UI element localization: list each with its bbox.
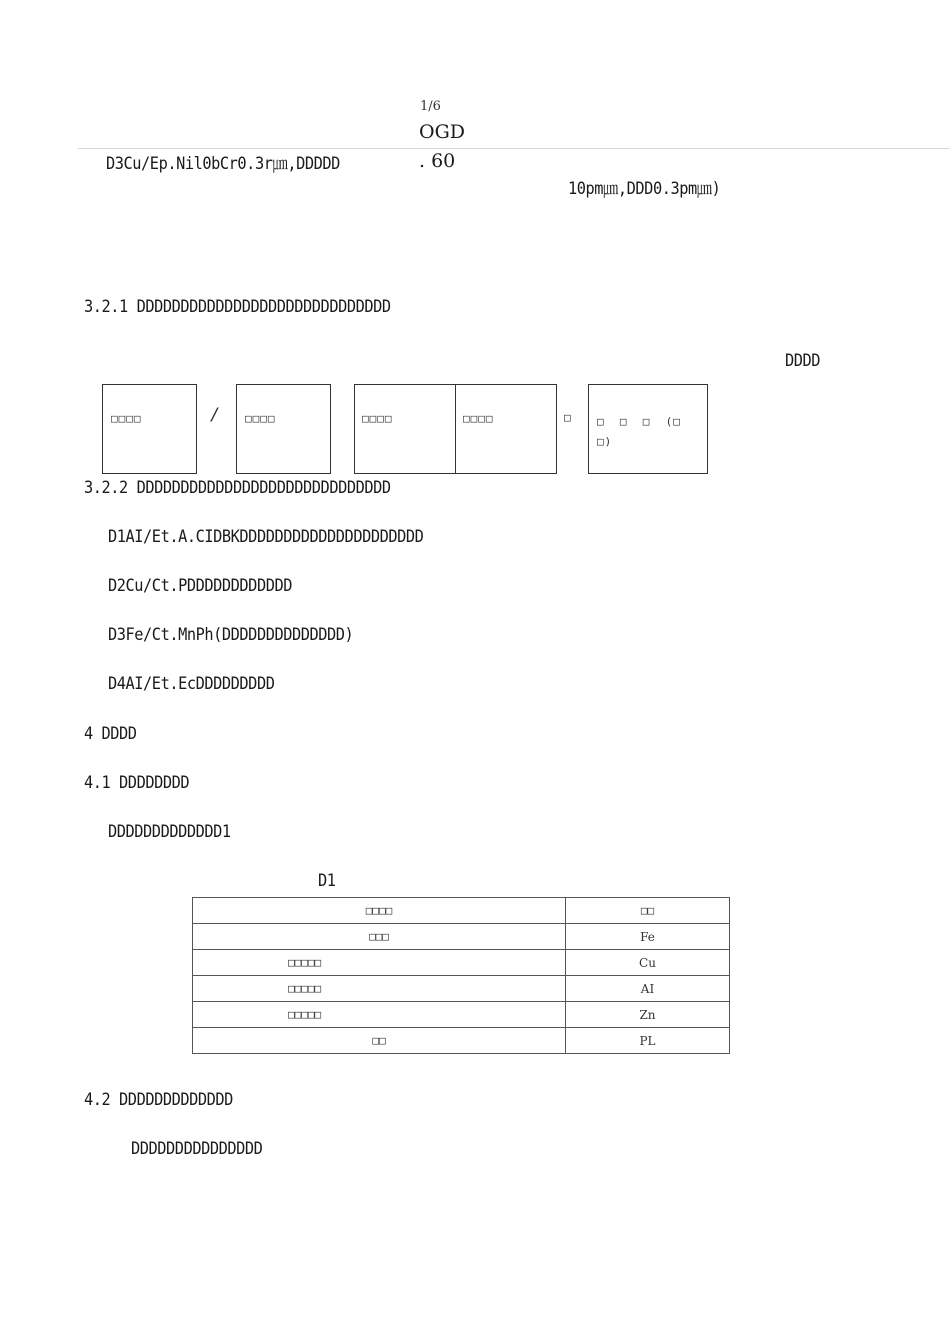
table-cell: Fe: [566, 924, 730, 950]
diagram-box-4-label: □□□□: [463, 412, 494, 425]
table-cell: PL: [566, 1028, 730, 1054]
data-table: [192, 897, 730, 1054]
header-right-text: 10pm㎛,DDD0.3pm㎛): [568, 179, 721, 199]
list-item: D4AI/Et.EcDDDDDDDDD: [108, 674, 275, 694]
section-3-2-2-heading: 3.2.2 DDDDDDDDDDDDDDDDDDDDDDDDDDDDD: [84, 478, 391, 498]
table-cell: □□□□□: [193, 976, 566, 1002]
list-item: D2Cu/Ct.PDDDDDDDDDDDD: [108, 576, 292, 596]
diagram-box-1-label: □□□□: [111, 412, 142, 425]
table-title: D1: [318, 871, 336, 891]
section-3-2-1-heading: 3.2.1 DDDDDDDDDDDDDDDDDDDDDDDDDDDDD: [84, 297, 391, 317]
table-cell: □□□: [193, 924, 566, 950]
diagram-box-3-label: □□□□: [362, 412, 393, 425]
section-3-2-1-right-label: DDDD: [785, 351, 821, 371]
list-item: D3Fe/Ct.MnPh(DDDDDDDDDDDDDD): [108, 625, 354, 645]
page-indicator: 1/6: [420, 99, 441, 114]
table-row: [193, 976, 730, 1002]
table-row: [193, 1028, 730, 1054]
code-line-1: OGD: [419, 121, 465, 143]
section-4-1-heading: 4.1 DDDDDDDD: [84, 773, 190, 793]
table-row: [193, 924, 730, 950]
table-row: [193, 898, 730, 924]
table-cell: □□: [193, 1028, 566, 1054]
header-left-text: D3Cu/Ep.Nil0bCr0.3r㎛,DDDDD: [106, 154, 340, 174]
diagram-box-2: [236, 384, 331, 474]
table-cell: □□□□□: [193, 950, 566, 976]
table-row: [193, 950, 730, 976]
diagram-box-2-label: □□□□: [245, 412, 276, 425]
diagram-separator: □: [564, 411, 571, 424]
diagram-box-3: [354, 384, 557, 474]
section-4-2-paragraph: DDDDDDDDDDDDDDD: [131, 1139, 263, 1159]
table-cell: Cu: [566, 950, 730, 976]
diagram-box-1: [102, 384, 197, 474]
diagram-box-5: [588, 384, 708, 474]
section-4-2-heading: 4.2 DDDDDDDDDDDDD: [84, 1090, 233, 1110]
section-4-heading: 4 DDDD: [84, 724, 137, 744]
list-item: D1AI/Et.A.CIDBKDDDDDDDDDDDDDDDDDDDDD: [108, 527, 424, 547]
table-cell: □□: [566, 898, 730, 924]
section-4-1-paragraph: DDDDDDDDDDDDD1: [108, 822, 231, 842]
diagram-box-3-divider: [455, 385, 456, 473]
table-cell: AI: [566, 976, 730, 1002]
code-line-2: . 60: [419, 150, 456, 172]
table-cell: □□□□: [193, 898, 566, 924]
table-row: [193, 1002, 730, 1028]
diagram-box-5-label: □ □ □ (□ □): [597, 415, 681, 448]
diagram-slash: /: [210, 405, 221, 425]
table-cell: Zn: [566, 1002, 730, 1028]
table-cell: □□□□□: [193, 1002, 566, 1028]
